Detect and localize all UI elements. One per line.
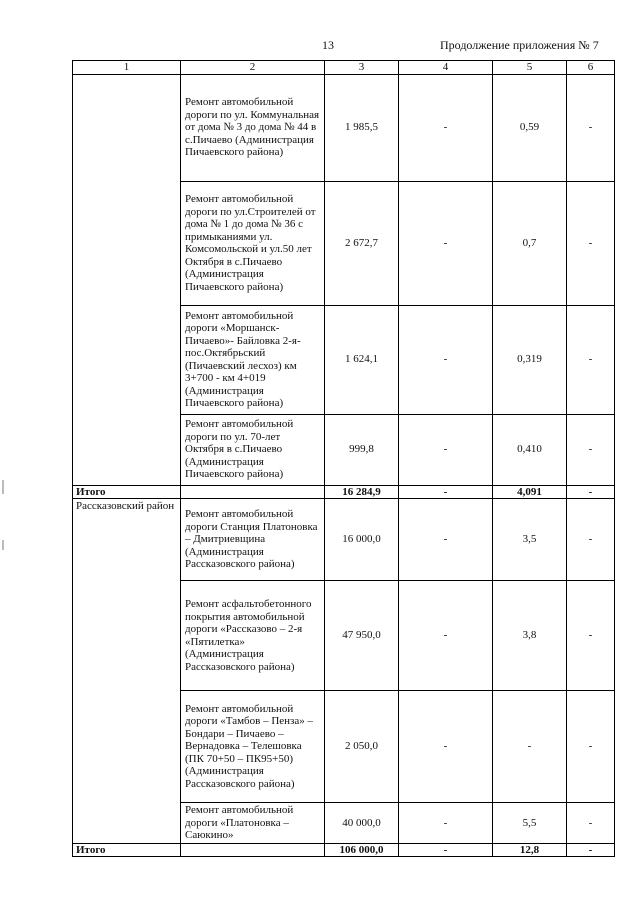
value-cell: - — [399, 414, 493, 485]
scan-margin-mark — [2, 540, 4, 550]
value-cell: - — [567, 181, 615, 305]
page-number: 13 — [322, 38, 334, 52]
amount-cell: 1 985,5 — [325, 74, 399, 181]
column-number-row — [73, 61, 615, 75]
value-cell: - — [567, 305, 615, 414]
length-cell: 0,319 — [493, 305, 567, 414]
column-header: 1 — [73, 61, 181, 75]
value-cell: - — [567, 803, 615, 844]
total-value: - — [567, 485, 615, 499]
value-cell: - — [399, 499, 493, 581]
total-value: - — [399, 485, 493, 499]
length-cell: 0,7 — [493, 181, 567, 305]
total-length: 12,8 — [493, 843, 567, 857]
length-cell: 0,410 — [493, 414, 567, 485]
length-cell: 5,5 — [493, 803, 567, 844]
amount-cell: 1 624,1 — [325, 305, 399, 414]
table-row — [73, 499, 615, 581]
amount-cell: 16 000,0 — [325, 499, 399, 581]
work-description: Ремонт автомобильной дороги по ул. Коммунальная от дома № 3 до дома № 44 в с.Пичаево (Администрация Пичаевского района) — [181, 74, 325, 181]
column-header: 5 — [493, 61, 567, 75]
work-description: Ремонт автомобильной дороги по ул.Строителей от дома № 1 до дома № 36 с примыканиями ул. Комсомольской и ул.50 лет Октября в с.Пичаево (Администрация Пичаевского района) — [181, 181, 325, 305]
amount-cell: 40 000,0 — [325, 803, 399, 844]
total-length: 4,091 — [493, 485, 567, 499]
column-header: 6 — [567, 61, 615, 75]
value-cell: - — [399, 803, 493, 844]
work-description: Ремонт асфальтобетонного покрытия автомобильной дороги «Рассказово – 2-я «Пятилетка» (Администрация Рассказовского района) — [181, 581, 325, 691]
work-description: Ремонт автомобильной дороги Станция Платоновка – Дмитриевщина (Администрация Рассказовского района) — [181, 499, 325, 581]
continuation-label: Продолжение приложения № 7 — [440, 38, 599, 52]
scan-margin-mark — [2, 480, 4, 494]
column-header: 3 — [325, 61, 399, 75]
funding-table — [72, 60, 615, 857]
value-cell: - — [567, 691, 615, 803]
total-value: - — [399, 843, 493, 857]
value-cell: - — [567, 74, 615, 181]
amount-cell: 2 672,7 — [325, 181, 399, 305]
value-cell: - — [567, 499, 615, 581]
total-row — [73, 485, 615, 499]
region-cell: Рассказовский район — [73, 499, 181, 844]
total-value: - — [567, 843, 615, 857]
region-cell — [73, 74, 181, 485]
work-description: Ремонт автомобильной дороги «Моршанск-Пичаево»- Байловка 2-я-пос.Октябрьский (Пичаевский лесхоз) км 3+700 - км 4+019 (Администрация Пичаевского района) — [181, 305, 325, 414]
total-amount: 106 000,0 — [325, 843, 399, 857]
empty-cell — [181, 843, 325, 857]
work-description: Ремонт автомобильной дороги «Платоновка – Саюкино» — [181, 803, 325, 844]
value-cell: - — [567, 581, 615, 691]
value-cell: - — [399, 181, 493, 305]
column-header: 4 — [399, 61, 493, 75]
table-row — [73, 74, 615, 181]
length-cell: 3,5 — [493, 499, 567, 581]
column-header: 2 — [181, 61, 325, 75]
value-cell: - — [567, 414, 615, 485]
length-cell: 0,59 — [493, 74, 567, 181]
total-amount: 16 284,9 — [325, 485, 399, 499]
value-cell: - — [399, 74, 493, 181]
length-cell: 3,8 — [493, 581, 567, 691]
value-cell: - — [399, 691, 493, 803]
total-label: Итого — [73, 485, 181, 499]
work-description: Ремонт автомобильной дороги «Тамбов – Пенза» – Бондари – Пичаево – Вернадовка – Телешовка (ПК 70+50 – ПК95+50) (Администрация Рассказовского района) — [181, 691, 325, 803]
empty-cell — [181, 485, 325, 499]
value-cell: - — [399, 305, 493, 414]
work-description: Ремонт автомобильной дороги по ул. 70-лет Октября в с.Пичаево (Администрация Пичаевского района) — [181, 414, 325, 485]
length-cell: - — [493, 691, 567, 803]
amount-cell: 999,8 — [325, 414, 399, 485]
amount-cell: 2 050,0 — [325, 691, 399, 803]
value-cell: - — [399, 581, 493, 691]
total-row — [73, 843, 615, 857]
total-label: Итого — [73, 843, 181, 857]
amount-cell: 47 950,0 — [325, 581, 399, 691]
